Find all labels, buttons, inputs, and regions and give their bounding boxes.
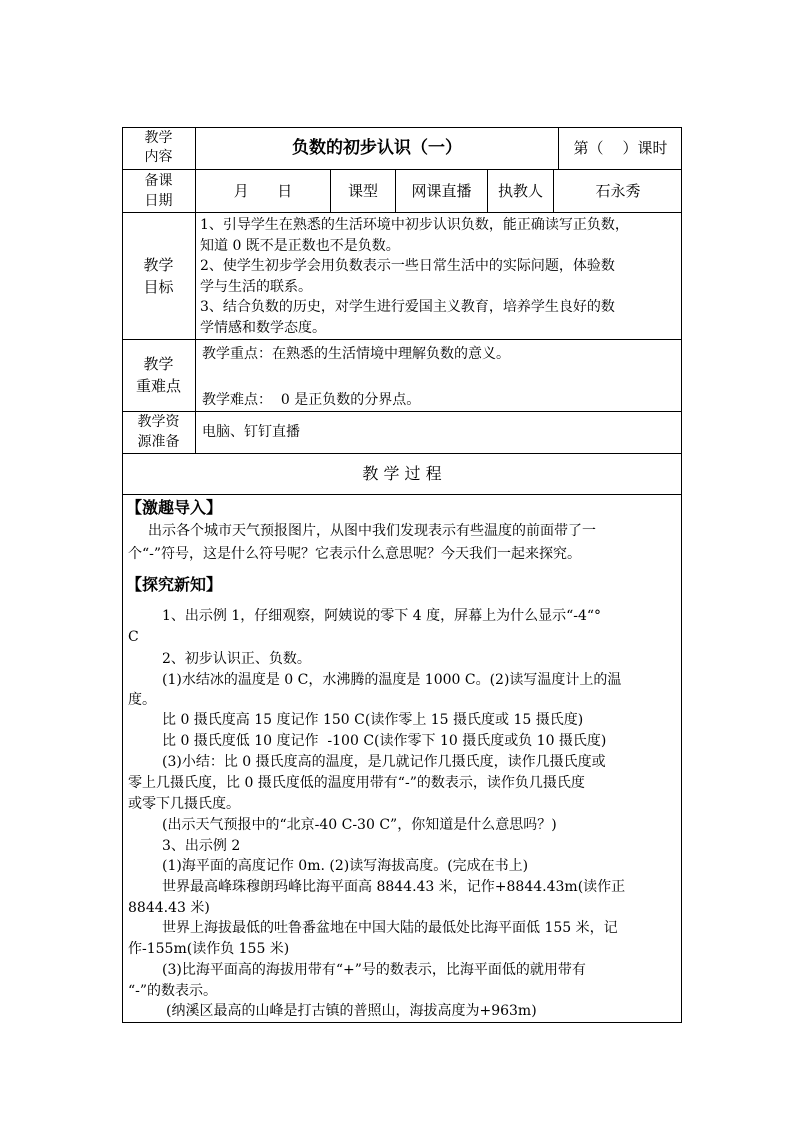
lesson-title: 负数的初步认识（一） bbox=[292, 138, 462, 158]
explore-line: 3、出示例 2 bbox=[162, 838, 241, 854]
explore-line: 比 0 摄氏度高 15 度记作 150 C(读作零上 15 摄氏度或 15 摄氏度) bbox=[162, 712, 584, 728]
explore-line: C bbox=[128, 629, 139, 645]
goal-line: 2、使学生初步学会用负数表示一些日常生活中的实际问题，体验数 bbox=[200, 258, 615, 274]
explore-line: (3)小结：比 0 摄氏度高的温度，是几就记作几摄氏度，读作几摄氏度或 bbox=[162, 754, 606, 770]
goals-text bbox=[200, 215, 680, 338]
explore-line: 零上几摄氏度，比 0 摄氏度低的温度用带有“-”的数表示，读作负几摄氏度 bbox=[128, 775, 585, 791]
explore-line: (出示天气预报中的“北京-40 C-30 C”，你知道是什么意思吗？) bbox=[162, 817, 557, 833]
type-label: 课型 bbox=[347, 181, 378, 200]
explore-line: (3)比海平面高的海拔用带有“+”号的数表示，比海平面低的就用带有 bbox=[162, 962, 586, 978]
explore-line: (纳溪区最高的山峰是打古镇的普照山，海拔高度为+963m) bbox=[166, 1003, 537, 1019]
explore-line: 比 0 摄氏度低 10 度记作 -100 C(读作零下 10 摄氏度或负 10 摄氏度) bbox=[162, 733, 607, 749]
date-label: 备课 日期 bbox=[144, 172, 173, 209]
explore-line: 或零下几摄氏度。 bbox=[128, 796, 240, 812]
divider bbox=[122, 411, 682, 412]
goals-label: 教学 目标 bbox=[143, 255, 174, 296]
intro-heading: 【激趣导入】 bbox=[126, 498, 223, 517]
keypoints-difficulty: 教学难点： 0 是正负数的分界点。 bbox=[202, 392, 421, 408]
keypoints-label: 教学 重难点 bbox=[135, 355, 181, 395]
resources-label: 教学资 源准备 bbox=[137, 414, 180, 450]
divider bbox=[122, 494, 682, 495]
intro-line: 个“-”符号，这是什么符号呢？它表示什么意思呢？今天我们一起来探究。 bbox=[128, 546, 582, 562]
teacher-value: 石永秀 bbox=[595, 181, 641, 200]
divider bbox=[122, 212, 682, 213]
period-label: 第（ ）课时 bbox=[573, 139, 668, 157]
goal-line: 3、结合负数的历史，对学生进行爱国主义教育，培养学生良好的数 bbox=[200, 299, 615, 315]
explore-heading: 【探究新知】 bbox=[126, 575, 223, 594]
intro-line: 出示各个城市天气预报图片，从图中我们发现表示有些温度的前面带了一 bbox=[148, 523, 596, 539]
explore-line: 1、出示例 1，仔细观察，阿姨说的零下 4 度，屏幕上为什么显示“-4“° bbox=[162, 608, 602, 624]
keypoints-focus: 教学重点：在熟悉的生活情境中理解负数的意义。 bbox=[202, 346, 510, 362]
process-title: 教 学 过 程 bbox=[362, 463, 442, 483]
explore-line: 度。 bbox=[128, 692, 156, 708]
month-day: 月 日 bbox=[233, 181, 293, 200]
explore-line: “-”的数表示。 bbox=[128, 983, 218, 999]
content-label: 教学 内容 bbox=[144, 130, 173, 165]
explore-line: 世界最高峰珠穆朗玛峰比海平面高 8844.43 米，记作+8844.43m(读作正 bbox=[162, 879, 626, 895]
goal-line: 学与生活的联系。 bbox=[200, 278, 312, 295]
explore-line: 作-155m(读作负 155 米) bbox=[128, 941, 290, 957]
explore-line: (1)水结冰的温度是 0 C，水沸腾的温度是 1000 C。(2)读写温度计上的温 bbox=[162, 672, 622, 688]
explore-line: 世界上海拔最低的吐鲁番盆地在中国大陆的最低处比海平面低 155 米，记 bbox=[162, 920, 618, 936]
goal-line: 1、引导学生在熟悉的生活环境中初步认识负数，能正确读写正负数， bbox=[200, 217, 629, 233]
resources-value: 电脑、钉钉直播 bbox=[202, 424, 300, 440]
explore-line: 8844.43 米) bbox=[128, 900, 210, 916]
explore-line: 2、初步认识正、负数。 bbox=[162, 651, 311, 667]
explore-line: (1)海平面的高度记作 0m. (2)读写海拔高度。(完成在书上) bbox=[162, 858, 529, 874]
goal-line: 学情感和数学态度。 bbox=[200, 319, 326, 336]
goal-line: 知道 0 既不是正数也不是负数。 bbox=[200, 237, 400, 254]
type-value: 网课直播 bbox=[411, 181, 472, 200]
teacher-label: 执教人 bbox=[497, 181, 543, 200]
divider bbox=[122, 339, 682, 340]
